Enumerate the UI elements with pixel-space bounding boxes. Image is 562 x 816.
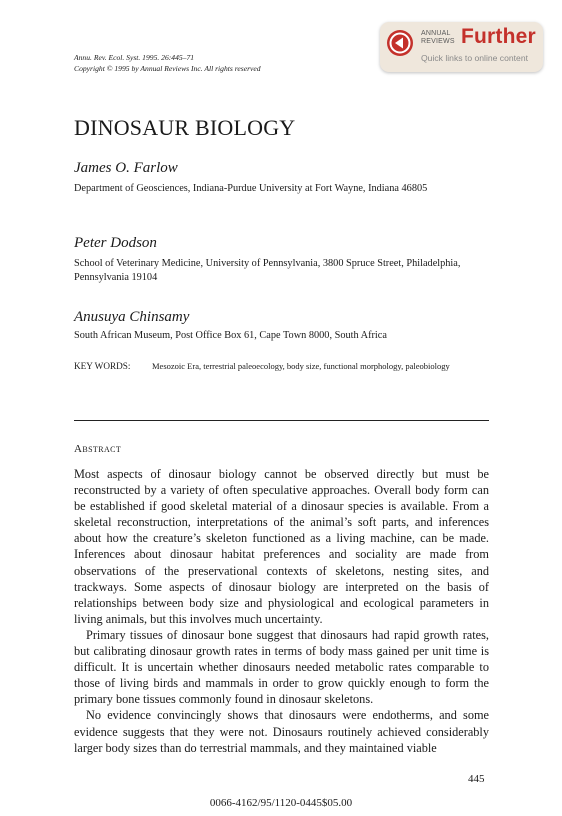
price-line: 0066-4162/95/1120-0445$05.00: [209, 797, 353, 809]
further-badge[interactable]: [380, 22, 543, 72]
section-divider: [74, 420, 489, 421]
author-name: Anusuya Chinsamy: [74, 309, 190, 325]
abstract-paragraph: Most aspects of dinosaur biology cannot be observed directly but must be reconstructed by a variety of often speculative approaches. Overall body form can be established if good skeletal material of a dinosaur species is available. From a skeletal reconstruction, interpretations of the animal’s soft parts, and inferences about how the creature’s skeleton functioned as a living machine, can be made. Inferences about dinosaur habitat preferences and sociality are made from observations of the preservational contexts of skeletons, nesting sites, and trackways. Some aspects of dinosaur biology are interpreted on the basis of relationships between body size and physiological and ecological parameters in living animals, but this involves much uncertainty.: [74, 467, 489, 626]
journal-line: Annu. Rev. Ecol. Syst. 1995. 26:445–71: [74, 53, 195, 62]
copyright-line: Copyright © 1995 by Annual Reviews Inc. All rights reserved: [74, 64, 261, 73]
journal-citation: [74, 52, 261, 74]
badge-subtitle: Quick links to online content: [421, 53, 529, 63]
author-name: Peter Dodson: [74, 235, 157, 251]
abstract-paragraph: No evidence convincingly shows that dinosaurs were endotherms, and some evidence suggests that they were not. Dinosaurs routinely achieved considerably larger body sizes than do terrestrial mammals, and they maintained viable: [74, 708, 489, 755]
author-name: James O. Farlow: [74, 160, 178, 176]
author-affiliation: Department of Geosciences, Indiana-Purdue University at Fort Wayne, Indiana 46805: [74, 183, 428, 194]
abstract-body: [74, 466, 489, 756]
author-affiliation: South African Museum, Post Office Box 61, Cape Town 8000, South Africa: [74, 330, 387, 341]
badge-further-label: Further: [461, 25, 536, 48]
article-title: DINOSAUR BIOLOGY: [74, 115, 296, 140]
keywords-label: KEY WORDS:: [74, 361, 131, 371]
abstract-paragraph: Primary tissues of dinosaur bone suggest that dinosaurs had rapid growth rates, but calibrating dinosaur growth rates in terms of body mass gained per unit time is difficult. It is uncertain whether dinosaurs needed metabolic rates comparable to those of living birds and mammals in order to grow quickly enough to form the primary bone tissues commonly found in dinosaur skeletons.: [74, 627, 489, 707]
page-number: 445: [468, 773, 485, 785]
play-arrow-icon: [386, 29, 414, 57]
abstract-heading: Abstract: [74, 443, 122, 455]
keywords-text: Mesozoic Era, terrestrial paleoecology, body size, functional morphology, paleobiology: [152, 361, 450, 371]
badge-annual-reviews-text: ANNUAL REVIEWS: [421, 30, 455, 45]
author-affiliation: School of Veterinary Medicine, University of Pennsylvania, 3800 Spruce Street, Philadelphia, Pennsylvania 19104: [74, 258, 461, 283]
